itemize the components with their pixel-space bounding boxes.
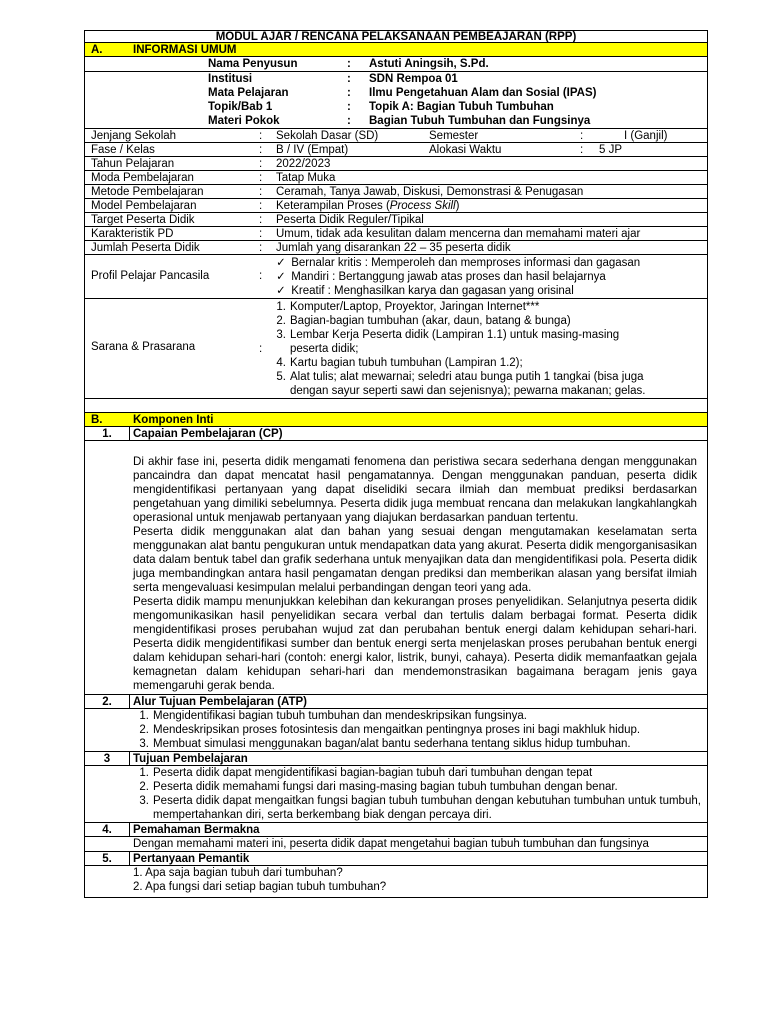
profil-item: ✓ Kreatif : Menghasilkan karya dan gagasan yang orisinal <box>274 284 574 298</box>
cp-paragraph: Peserta didik menggunakan alat dan bahan yang sesuai dengan mengutamakan keselamatan serta menggunakan alat bantu pengukuran untuk mendapatkan data yang akurat. Peserta didik mengorganisasikan data dalam bentuk tabel dan grafik sederhana untuk menyajikan data dan mengidentifikasi pola. Peserta didik juga membandingkan antara hasil pengamatan dengan prediksi dan memberikan alasan yang bersifat ilmiah serta mengevaluasi kesimpulan melalui perbandingan dengan teori yang ada. <box>133 525 697 594</box>
pb-header: 4. Pemahaman Bermakna <box>85 823 707 837</box>
list-item: 1. Mengidentifikasi bagian tubuh tumbuhan dan mendeskripsikan fungsinya. <box>139 710 527 722</box>
section-a-label: INFORMASI UMUM <box>133 44 237 56</box>
info-row-karakteristik: Karakteristik PD : Umum, tidak ada kesulitan dalam mencerna dan memahami materi ajar <box>85 227 707 241</box>
atp-body <box>85 709 707 752</box>
list-item: 3. Lembar Kerja Peserta didik (Lampiran 1.1) untuk masing-masing peserta didik; <box>276 329 620 355</box>
profil-label: Profil Pelajar Pancasila <box>91 270 210 282</box>
pp-header: 5. Pertanyaan Pemantik <box>85 852 707 866</box>
list-item: 3. Membuat simulasi menggunakan bagan/alat bantu sederhana tentang siklus hidup tumbuhan. <box>139 738 631 750</box>
cp-body <box>85 441 707 695</box>
identity-row: Mata Pelajaran : Ilmu Pengetahuan Alam dan Sosial (IPAS) <box>208 87 597 99</box>
cp-paragraph: Di akhir fase ini, peserta didik mengamati fenomena dan peristiwa secara sederhana dengan menggunakan pancaindra dan dapat mencatat hasil pengamatannya. Dengan menggunakan panduan, peserta didik mengidentifikasi pertanyaan yang dapat diselidiki secara ilmiah dan membuat prediksi berdasarkan pengetahuan yang dimiliki sebelumnya. Peserta didik juga membuat rencana dan melakukan langkahlangkah operasional untuk menjawab pertanyaan yang diajukan berdasarkan panduan tertentu. <box>133 455 697 524</box>
list-item: 2. Apa fungsi dari setiap bagian tubuh tumbuhan? <box>133 881 387 893</box>
atp-header: 2. Alur Tujuan Pembelajaran (ATP) <box>85 695 707 709</box>
list-item: 1. Apa saja bagian tubuh dari tumbuhan? <box>133 867 343 879</box>
list-item: 1. Komputer/Laptop, Proyektor, Jaringan Internet*** <box>276 301 540 313</box>
info-row-fase: Fase / Kelas : B / IV (Empat) Alokasi Waktu : 5 JP <box>85 143 707 157</box>
cp-paragraph: Peserta didik mampu menunjukkan kelebihan dan kekurangan proses penyelidikan. Selanjutnya peserta didik mengomunikasikan hasil penyelidikan secara verbal dan tertulis dalam berbagai format. Peserta didik mengidentifikasi proses perubahan wujud zat dan perubahan bentuk energi dalam kehidupan sehari-hari. Peserta didik mengidentifikasi sumber dan bentuk energi serta menjelaskan proses perubahan bentuk energi dalam kehidupan sehari-hari (contoh: energi kalor, listrik, bunyi, cahaya). Peserta didik memanfaatkan gejala kemagnetan dalam kehidupan sehari-hari dan mendemonstrasikan bagaimana beragam jenis gaya memengaruhi gerak benda. <box>133 595 697 692</box>
info-row-jenjang: Jenjang Sekolah : Sekolah Dasar (SD) Semester : I (Ganjil) <box>85 129 707 143</box>
list-item: 2. Bagian-bagian tumbuhan (akar, daun, batang & bunga) <box>276 315 571 327</box>
tp-body <box>85 766 707 823</box>
section-b-label: Komponen Inti <box>133 414 214 426</box>
checkmark-icon: ✓ <box>276 271 286 283</box>
identity-block <box>85 57 707 129</box>
profil-row: Profil Pelajar Pancasila : ✓ Bernalar kritis : Memperoleh dan memproses informasi dan gagasan ✓ Mandiri : Bertanggung jawab atas proses dan hasil belajarnya ✓ Kreatif : Menghasilkan karya dan gagasan yang orisinal <box>85 255 707 299</box>
checkmark-icon: ✓ <box>276 257 286 269</box>
list-item: 3. Peserta didik dapat mengaitkan fungsi bagian tubuh tumbuhan dengan kebutuhan tumbuhan untuk tumbuh, mempertahankan diri, serta berkembang biak dengan percaya diri. <box>139 795 701 821</box>
section-a-header <box>85 43 707 57</box>
sarana-list <box>266 300 645 398</box>
section-a-num: A. <box>91 44 103 56</box>
identity-row: Institusi : SDN Rempoa 01 <box>208 73 458 85</box>
spacer-row <box>85 399 707 413</box>
info-row-metode: Metode Pembelajaran : Ceramah, Tanya Jawab, Diskusi, Demonstrasi & Penugasan <box>85 185 707 199</box>
section-b-header <box>85 413 707 427</box>
document-title: MODUL AJAR / RENCANA PELAKSANAAN PEMBEAJARAN (RPP) <box>85 31 707 43</box>
list-item: 2. Peserta didik memahami fungsi dari masing-masing bagian tubuh tumbuhan dengan benar. <box>139 781 618 793</box>
identity-row: Materi Pokok : Bagian Tubuh Tumbuhan dan Fungsinya <box>208 115 591 127</box>
profil-item: ✓ Bernalar kritis : Memperoleh dan memproses informasi dan gagasan <box>274 256 640 270</box>
list-item: 5. Alat tulis; alat mewarnai; seledri atau bunga putih 1 tangkai (bisa juga dengan sayur seperti sawi dan sejenisnya); pewarna makanan; gelas. <box>276 371 646 397</box>
section-b-num: B. <box>91 414 103 426</box>
list-item: 1. Peserta didik dapat mengidentifikasi bagian-bagian tubuh dari tumbuhan dengan tepat <box>139 767 593 779</box>
list-item: 2. Mendeskripsikan proses fotosintesis dan mengaitkan pentingnya proses ini bagi makhluk hidup. <box>139 724 641 736</box>
pb-body: Dengan memahami materi ini, peserta didik dapat mengetahui bagian tubuh tumbuhan dan fungsinya <box>85 837 707 852</box>
sarana-row: Sarana & Prasarana : 1. Komputer/Laptop, Proyektor, Jaringan Internet*** 2. Bagian-bagian tumbuhan (akar, daun, batang & bunga) 3. Lembar Kerja Peserta didik (Lampiran 1.1) untuk masing-masing peserta didik; 4. Kartu bagian tubuh tumbuhan (Lampiran 1.2); 5. Alat tulis; alat mewarnai; seledri atau bunga putih 1 tangkai (bisa juga dengan sayur seperti sawi dan sejenisnya); pewarna makanan; gelas. <box>85 299 707 399</box>
info-row-model: Model Pembelajaran : Keterampilan Proses (Process Skill) <box>85 199 707 213</box>
sarana-label: Sarana & Prasarana <box>91 341 196 353</box>
checkmark-icon: ✓ <box>276 285 286 297</box>
identity-row: Topik/Bab 1 : Topik A: Bagian Tubuh Tumbuhan <box>208 101 554 113</box>
info-row-target: Target Peserta Didik : Peserta Didik Reguler/Tipikal <box>85 213 707 227</box>
profil-item: ✓ Mandiri : Bertanggung jawab atas proses dan hasil belajarnya <box>274 270 606 284</box>
tp-header: 3 Tujuan Pembelajaran <box>85 752 707 766</box>
cp-header: 1. Capaian Pembelajaran (CP) <box>85 427 707 441</box>
info-row-tahun: Tahun Pelajaran : 2022/2023 <box>85 157 707 171</box>
info-row-moda: Moda Pembelajaran : Tatap Muka <box>85 171 707 185</box>
list-item: 4. Kartu bagian tubuh tumbuhan (Lampiran 1.2); <box>276 357 523 369</box>
pp-body <box>85 866 707 897</box>
rpp-document <box>84 30 708 898</box>
identity-row: Nama Penyusun : Astuti Aningsih, S.Pd. <box>85 57 707 72</box>
info-row-jumlah: Jumlah Peserta Didik : Jumlah yang disarankan 22 – 35 peserta didik <box>85 241 707 255</box>
